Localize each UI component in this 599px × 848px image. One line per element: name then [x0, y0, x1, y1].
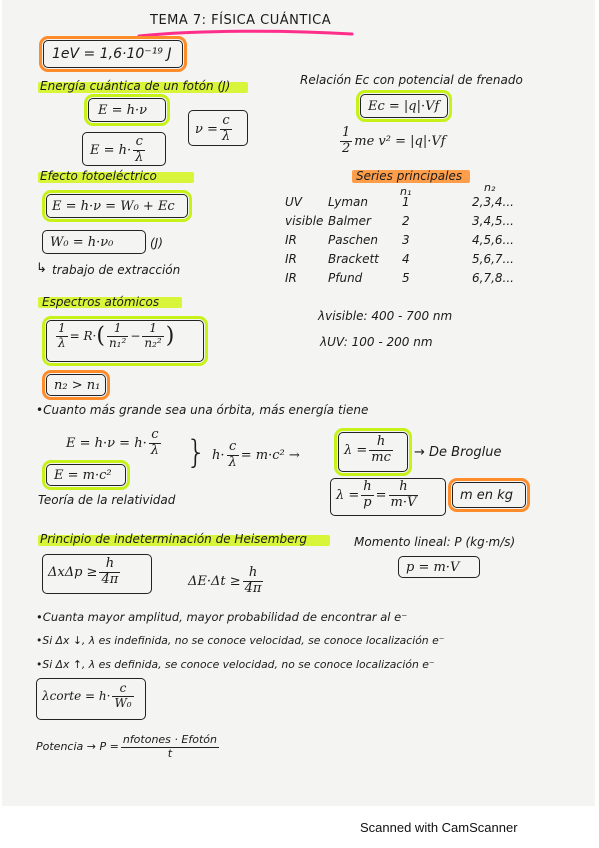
momentum-wavelength-formula — [336, 480, 420, 511]
formula-lhs: λ = — [336, 487, 360, 503]
fraction — [369, 435, 393, 466]
relativity-note: Teoría de la relatividad — [38, 493, 176, 507]
series-name-cell: Paschen — [328, 233, 379, 247]
numerator: c — [149, 428, 161, 444]
formula-rhs: = m·c² → — [240, 447, 300, 463]
numerator: h — [363, 479, 372, 494]
denominator: n₁² — [108, 335, 127, 350]
fraction — [107, 322, 128, 351]
series-header-n2: n₂ — [484, 181, 496, 194]
de-broglie-formula — [344, 435, 395, 466]
denominator: λ — [221, 128, 231, 144]
series-n1-column — [402, 193, 410, 288]
denominator: m·V — [390, 494, 417, 510]
mass-units-note: m en kg — [460, 488, 513, 503]
denominator: λ — [135, 149, 144, 165]
denominator: λ — [58, 335, 66, 350]
series-n1-cell: 1 — [402, 195, 410, 209]
numerator: 1 — [107, 322, 128, 337]
cutoff-wavelength-formula — [42, 682, 136, 711]
fraction — [227, 440, 239, 471]
fraction — [133, 135, 145, 166]
fraction — [340, 126, 352, 157]
numerator: nfotones · Efotón — [122, 733, 217, 746]
series-n1-cell: 5 — [402, 271, 410, 285]
electronvolt-formula: 1eV = 1,6·10⁻¹⁹ J — [52, 46, 172, 62]
section-heading-espectros: Espectros atómicos — [42, 295, 160, 309]
series-region-cell: visible — [285, 214, 324, 228]
condition-n2-gt-n1: n₂ > n₁ — [54, 378, 101, 393]
paren-close: ) — [165, 323, 175, 349]
section-heading-series: Series principales — [356, 169, 463, 183]
series-n1-cell: 3 — [402, 233, 410, 247]
fraction — [56, 322, 68, 351]
formula-lhs: h· — [212, 447, 225, 463]
frequency-formula — [195, 114, 234, 145]
numerator: h — [99, 557, 120, 573]
series-region-cell: IR — [285, 252, 297, 266]
uv-range: λUV: 100 - 200 nm — [320, 335, 433, 349]
series-name-cell: Balmer — [328, 214, 371, 228]
series-n2-cell: 3,4,5... — [472, 214, 514, 228]
denominator: 4π — [244, 580, 262, 596]
energy-frequency-formula — [66, 428, 163, 459]
mass-energy-formula: E = m·c² — [54, 468, 112, 483]
visible-range: λvisible: 400 - 700 nm — [318, 309, 453, 323]
fraction — [220, 114, 232, 145]
work-function-unit: (J) — [150, 236, 163, 250]
linear-momentum-note: Momento lineal: P (kg·m/s) — [354, 535, 516, 549]
momentum-formula: p = m·V — [406, 560, 460, 575]
numerator: c — [227, 440, 239, 456]
formula-lhs: ΔxΔp ≥ — [48, 564, 98, 580]
brace: } — [186, 433, 207, 471]
denominator: n₂² — [144, 335, 162, 350]
series-region-column — [285, 193, 323, 288]
numerator: h — [389, 480, 419, 496]
fraction — [99, 557, 120, 588]
bullet-amplitude: •Cuanta mayor amplitud, mayor probabilidad de encontrar al e⁻ — [36, 610, 408, 624]
series-name-cell: Pfund — [328, 271, 363, 285]
series-name-column — [328, 193, 379, 288]
denominator: λ — [150, 442, 159, 458]
fraction — [142, 322, 163, 351]
frenado-formula: Ec = |q|·Vf — [368, 99, 440, 114]
work-function-note: trabajo de extracción — [52, 263, 181, 277]
energy-time-uncertainty — [188, 566, 265, 597]
numerator: 1 — [342, 125, 351, 140]
fraction — [112, 682, 133, 711]
numerator: h — [243, 566, 264, 582]
denominator: t — [167, 746, 173, 760]
formula-lhs: ΔE·Δt ≥ — [188, 573, 241, 589]
kinetic-energy-formula — [338, 126, 446, 157]
denominator: p — [363, 494, 372, 510]
series-name-cell: Lyman — [328, 195, 369, 209]
formula-lhs: Potencia → P = — [36, 740, 119, 754]
power-formula — [36, 734, 221, 760]
orbit-note: •Cuanto más grande sea una órbita, más energía tiene — [36, 403, 369, 417]
foton-formula-lambda — [90, 135, 147, 166]
series-n2-cell: 6,7,8... — [472, 271, 514, 285]
hook-arrow: ↳ — [36, 261, 47, 276]
formula-lhs: λcorte = h· — [42, 688, 111, 703]
series-header-n1: n₁ — [400, 185, 412, 198]
numerator: c — [112, 682, 133, 697]
series-region-cell: UV — [285, 195, 302, 209]
rydberg-formula — [54, 322, 174, 351]
title-underline — [137, 28, 357, 40]
denominator: λ — [228, 454, 237, 470]
formula-lhs: λ = — [344, 442, 368, 458]
position-momentum-uncertainty — [48, 557, 122, 588]
bullet-dx-up: •Si Δx ↑, λ es definida, se conoce velocidad, no se conoce localización e⁻ — [36, 658, 435, 671]
series-n2-cell: 2,3,4... — [472, 195, 514, 209]
denominator: 4π — [101, 571, 119, 587]
paren-open: ( — [96, 323, 105, 349]
rydberg-constant: = R· — [69, 328, 97, 343]
fraction — [361, 480, 373, 511]
work-function-formula: W₀ = h·ν₀ — [50, 235, 114, 250]
notebook-page — [2, 0, 595, 806]
denominator: W₀ — [114, 695, 132, 710]
series-n1-cell: 2 — [402, 214, 410, 228]
equals-sign: = — [375, 487, 387, 503]
fraction — [389, 480, 419, 511]
numerator: 1 — [142, 322, 163, 337]
section-heading-fotoelectrico: Efecto fotoeléctrico — [40, 169, 157, 183]
fraction — [149, 428, 161, 459]
fraction — [121, 734, 219, 760]
formula-lhs: E = h· — [90, 142, 132, 158]
denominator: 2 — [342, 140, 351, 156]
section-heading-foton: Energía cuántica de un fotón (J) — [40, 79, 231, 93]
denominator: mc — [371, 449, 391, 465]
fraction — [243, 566, 264, 597]
series-n2-cell: 5,6,7... — [472, 252, 514, 266]
series-region-cell: IR — [285, 271, 297, 285]
section-heading-heisenberg: Principio de indeterminación de Heisemberg — [40, 532, 308, 546]
series-n2-column — [472, 193, 514, 288]
page-title: TEMA 7: FÍSICA CUÁNTICA — [150, 13, 332, 28]
mass-energy-link — [212, 440, 300, 471]
section-heading-frenado: Relación Ec con potencial de frenado — [300, 73, 523, 87]
bullet-dx-down: •Si Δx ↓, λ es indefinida, no se conoce velocidad, se conoce localización e⁻ — [36, 634, 445, 647]
formula-lhs: E = h·ν = h· — [66, 435, 147, 451]
de-broglie-label: → De Broglue — [414, 445, 502, 460]
minus-sign: − — [130, 328, 141, 343]
formula-rhs: me v² = |q|·Vf — [354, 133, 446, 149]
foton-formula: E = h·ν — [98, 103, 148, 118]
series-n2-cell: 4,5,6... — [472, 233, 514, 247]
series-n1-cell: 4 — [402, 252, 410, 266]
numerator: 1 — [58, 321, 66, 335]
numerator: c — [220, 114, 232, 130]
series-name-cell: Brackett — [328, 252, 379, 266]
scanner-watermark: Scanned with CamScanner — [360, 820, 518, 835]
numerator: h — [369, 435, 393, 451]
photoelectric-formula: E = h·ν = W₀ + Ec — [52, 199, 175, 214]
series-region-cell: IR — [285, 233, 297, 247]
numerator: c — [133, 135, 145, 151]
formula-lhs: ν = — [195, 121, 218, 137]
